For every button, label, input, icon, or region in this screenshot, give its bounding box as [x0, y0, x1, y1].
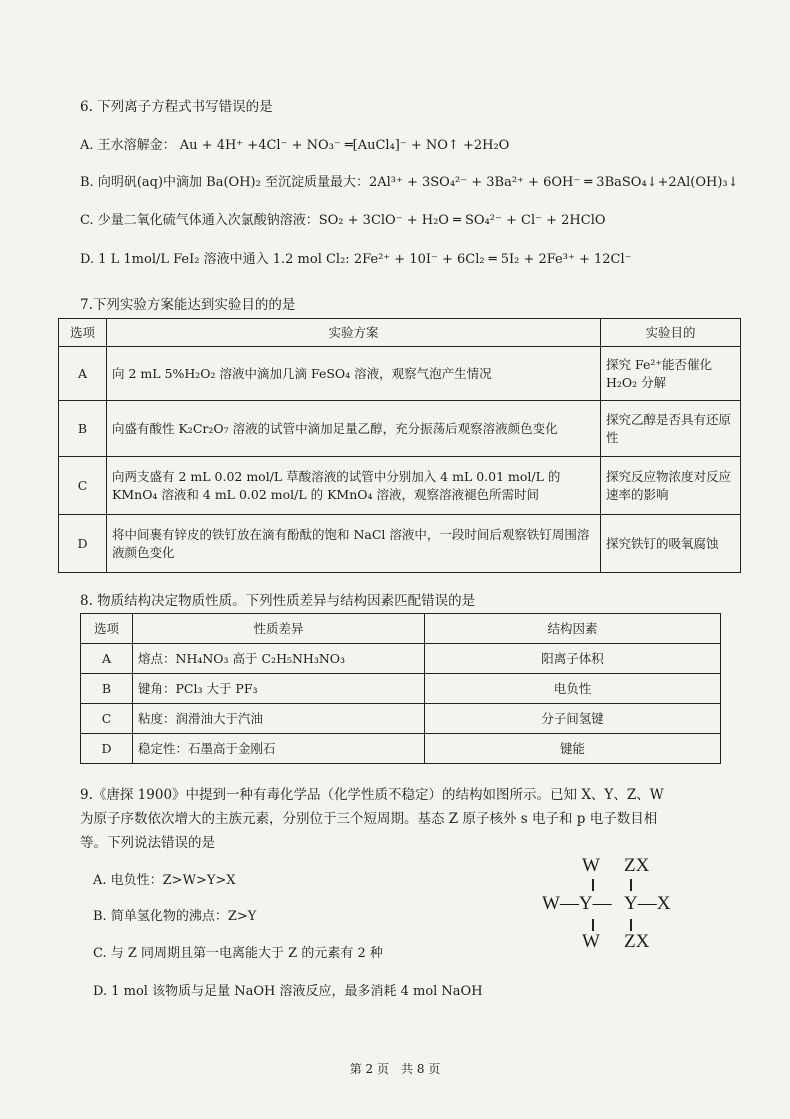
- header-property: 性质差异: [133, 614, 425, 644]
- table-row: [59, 515, 741, 573]
- row-option: A: [81, 644, 133, 674]
- q9-option-d: D. 1 mol 该物质与足量 NaOH 溶液反应，最多消耗 4 mol NaOH: [93, 984, 483, 999]
- molecule-structure: [540, 855, 690, 955]
- q7-stem: 7.下列实验方案能达到实验目的的是: [80, 297, 296, 313]
- q8-table: [80, 613, 721, 764]
- atom-middle-left: W—Y—: [542, 893, 612, 914]
- row-goal: 探究 Fe²⁺能否催化 H₂O₂ 分解: [601, 347, 741, 401]
- row-option: B: [59, 401, 107, 457]
- q6-stem: 6. 下列离子方程式书写错误的是: [80, 99, 273, 115]
- atom-middle-right: Y—X: [624, 893, 671, 914]
- table-row: [59, 401, 741, 457]
- row-factor: 分子间氢键: [425, 704, 721, 734]
- row-property: 键角：PCl₃ 大于 PF₃: [133, 674, 425, 704]
- q8-stem: 8. 物质结构决定物质性质。下列性质差异与结构因素匹配错误的是: [80, 593, 476, 609]
- row-plan: 将中间裹有锌皮的铁钉放在滴有酚酞的饱和 NaCl 溶液中，一段时间后观察铁钉周围溶液颜色变化: [107, 515, 601, 573]
- row-plan: 向两支盛有 2 mL 0.02 mol/L 草酸溶液的试管中分别加入 4 mL 0.01 mol/L 的 KMnO₄ 溶液和 4 mL 0.02 mol/L 的 KMnO₄ 溶液，观察溶液褪色所需时间: [107, 457, 601, 515]
- table-row: [81, 674, 721, 704]
- row-option: C: [81, 704, 133, 734]
- row-factor: 电负性: [425, 674, 721, 704]
- table-header-row: [59, 319, 741, 347]
- row-plan: 向盛有酸性 K₂Cr₂O₇ 溶液的试管中滴加足量乙醇，充分振荡后观察溶液颜色变化: [107, 401, 601, 457]
- row-plan: 向 2 mL 5%H₂O₂ 溶液中滴加几滴 FeSO₄ 溶液，观察气泡产生情况: [107, 347, 601, 401]
- row-goal: 探究乙醇是否具有还原性: [601, 401, 741, 457]
- table-row: [59, 457, 741, 515]
- row-option: B: [81, 674, 133, 704]
- table-row: [81, 704, 721, 734]
- q9-stem-line-3: 等。下列说法错误的是: [80, 835, 215, 851]
- header-option: 选项: [81, 614, 133, 644]
- atom-bottom-right: ZX: [624, 931, 650, 952]
- q9-option-b: B. 简单氢化物的沸点：Z>Y: [93, 909, 257, 924]
- bond-line: [630, 919, 632, 931]
- header-goal: 实验目的: [601, 319, 741, 347]
- row-option: D: [59, 515, 107, 573]
- q9-option-c: C. 与 Z 同周期且第一电离能大于 Z 的元素有 2 种: [93, 946, 383, 961]
- q6-option-a: A. 王水溶解金： Au + 4H⁺ +4Cl⁻ + NO₃⁻ ═[AuCl₄]⁻ + NO↑ +2H₂O: [80, 138, 510, 153]
- table-header-row: [81, 614, 721, 644]
- row-goal: 探究反应物浓度对反应速率的影响: [601, 457, 741, 515]
- header-factor: 结构因素: [425, 614, 721, 644]
- row-option: D: [81, 734, 133, 764]
- atom-top-right: ZX: [624, 855, 650, 876]
- table-row: [81, 644, 721, 674]
- header-plan: 实验方案: [107, 319, 601, 347]
- row-factor: 阳离子体积: [425, 644, 721, 674]
- row-factor: 键能: [425, 734, 721, 764]
- bond-line: [630, 879, 632, 891]
- q9-option-a: A. 电负性：Z>W>Y>X: [93, 873, 236, 888]
- q6-option-d: D. 1 L 1mol/L FeI₂ 溶液中通入 1.2 mol Cl₂: 2Fe²⁺ + 10I⁻ + 6Cl₂ ═ 5I₂ + 2Fe³⁺ + 12Cl⁻: [80, 252, 632, 267]
- row-goal: 探究铁钉的吸氧腐蚀: [601, 515, 741, 573]
- q6-option-b: B. 向明矾(aq)中滴加 Ba(OH)₂ 至沉淀质量最大：2Al³⁺ + 3SO₄²⁻ + 3Ba²⁺ + 6OH⁻ ═ 3BaSO₄↓+2Al(OH)₃↓: [80, 175, 739, 190]
- bond-line: [592, 879, 594, 891]
- atom-bottom-left: W: [582, 931, 600, 952]
- row-property: 粘度：润滑油大于汽油: [133, 704, 425, 734]
- row-option: C: [59, 457, 107, 515]
- q9-stem-line-2: 为原子序数依次增大的主族元素，分别位于三个短周期。基态 Z 原子核外 s 电子和 p 电子数目相: [80, 811, 658, 827]
- bond-line: [592, 919, 594, 931]
- row-property: 稳定性：石墨高于金刚石: [133, 734, 425, 764]
- table-row: [81, 734, 721, 764]
- q9-stem-line-1: 9.《唐探 1900》中提到一种有毒化学品（化学性质不稳定）的结构如图所示。已知 X、Y、Z、W: [80, 787, 664, 803]
- q6-option-c: C. 少量二氧化硫气体通入次氯酸钠溶液：SO₂ + 3ClO⁻ + H₂O ═ SO₄²⁻ + Cl⁻ + 2HClO: [80, 213, 606, 228]
- table-row: [59, 347, 741, 401]
- header-option: 选项: [59, 319, 107, 347]
- row-option: A: [59, 347, 107, 401]
- row-property: 熔点：NH₄NO₃ 高于 C₂H₅NH₃NO₃: [133, 644, 425, 674]
- atom-top-left: W: [582, 855, 600, 876]
- q7-table: [58, 318, 741, 573]
- page-footer: 第 2 页 共 8 页: [349, 1062, 441, 1076]
